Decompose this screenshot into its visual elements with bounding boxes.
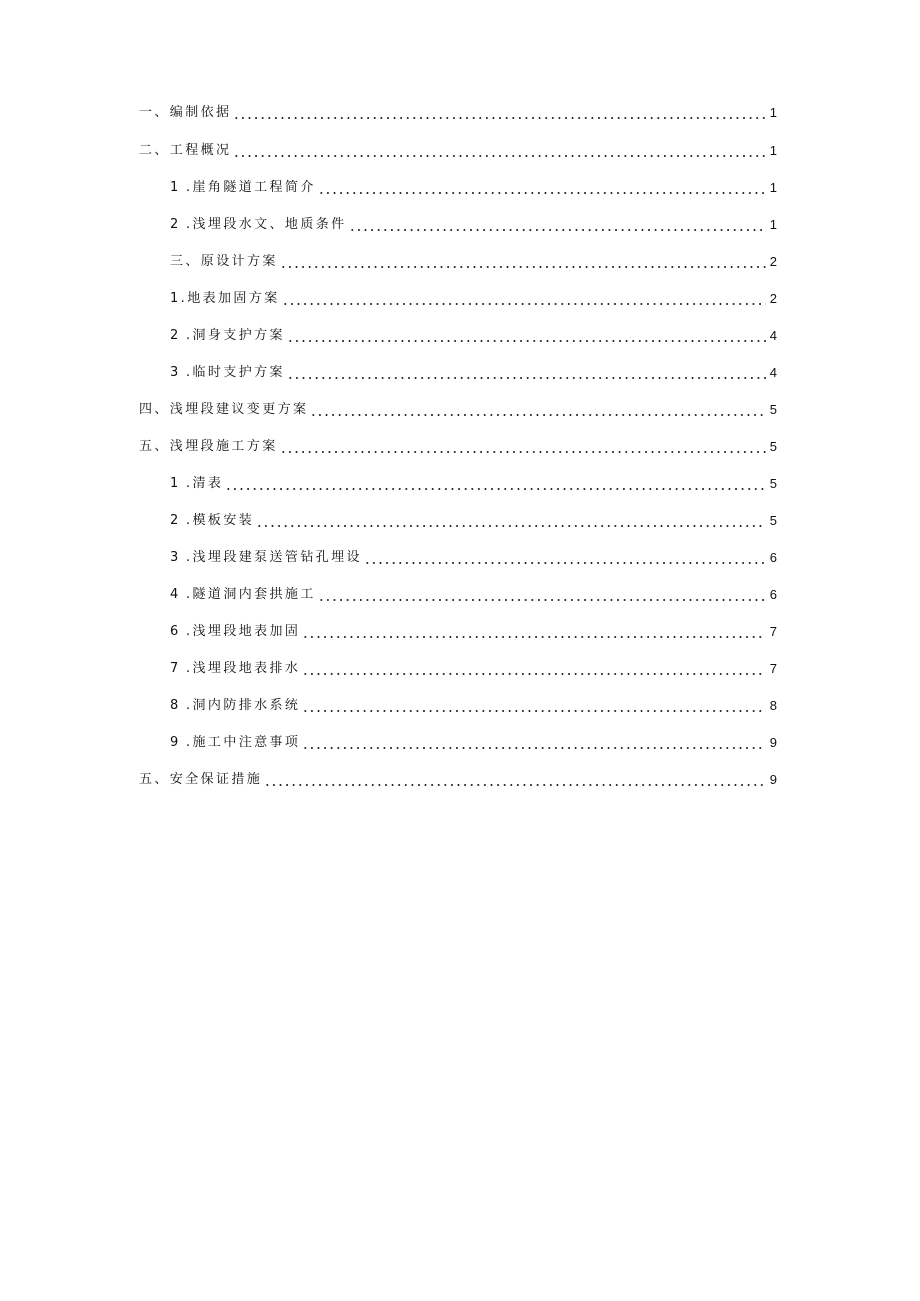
toc-leader-dots bbox=[318, 176, 766, 200]
toc-entry[interactable] bbox=[0, 583, 920, 607]
toc-entry-title: .浅埋段水文、地质条件 bbox=[186, 217, 347, 232]
toc-entry-row bbox=[186, 213, 777, 237]
toc-entry-number: 8 bbox=[170, 698, 179, 713]
toc-leader-dots bbox=[264, 768, 766, 792]
toc-entry-page: 6 bbox=[769, 587, 777, 602]
toc-leader-dots bbox=[302, 731, 766, 755]
toc-entry[interactable] bbox=[0, 101, 920, 125]
toc-entry-row bbox=[170, 287, 777, 311]
toc-entry-row bbox=[186, 657, 777, 681]
toc-entry-row bbox=[186, 694, 777, 718]
toc-entry-page: 1 bbox=[769, 180, 777, 195]
toc-entry-title: 二、工程概况 bbox=[139, 143, 232, 158]
toc-entry-row bbox=[186, 472, 777, 496]
toc-entry-row bbox=[186, 509, 777, 533]
toc-leader-dots bbox=[318, 583, 766, 607]
toc-entry-number: 9 bbox=[170, 735, 179, 750]
toc-entry[interactable] bbox=[0, 620, 920, 644]
toc-entry-row bbox=[186, 361, 777, 385]
toc-entry-row bbox=[186, 620, 777, 644]
toc-entry-row bbox=[186, 546, 777, 570]
toc-entry-title: .崖角隧道工程简介 bbox=[186, 180, 316, 195]
toc-entry-number: 4 bbox=[170, 587, 179, 602]
toc-entry-number: 3 bbox=[170, 550, 179, 565]
toc-leader-dots bbox=[349, 213, 766, 237]
toc-entry-title: .隧道洞内套拱施工 bbox=[186, 587, 316, 602]
toc-entry-row bbox=[186, 583, 777, 607]
toc-entry-page: 5 bbox=[769, 513, 777, 528]
toc-entry[interactable] bbox=[0, 250, 920, 274]
toc-entry-page: 5 bbox=[769, 439, 777, 454]
toc-entry-row bbox=[139, 101, 777, 125]
toc-leader-dots bbox=[310, 398, 766, 422]
toc-entry[interactable] bbox=[0, 139, 920, 163]
toc-entry-title: 五、安全保证措施 bbox=[139, 772, 263, 787]
toc-entry-page: 1 bbox=[769, 217, 777, 232]
toc-entry-row bbox=[170, 250, 777, 274]
toc-entry-page: 4 bbox=[769, 365, 777, 380]
toc-entry[interactable] bbox=[0, 435, 920, 459]
toc-entry-page: 9 bbox=[769, 772, 777, 787]
toc-entry-page: 6 bbox=[769, 550, 777, 565]
toc-leader-dots bbox=[287, 361, 766, 385]
toc-entry-number: 6 bbox=[170, 624, 179, 639]
toc-entry-number: 1 bbox=[170, 476, 179, 491]
toc-leader-dots bbox=[287, 324, 766, 348]
toc-entry[interactable] bbox=[0, 472, 920, 496]
toc-entry-title: 四、浅埋段建议变更方案 bbox=[139, 402, 309, 417]
toc-entry-page: 9 bbox=[769, 735, 777, 750]
toc-entry-row bbox=[186, 731, 777, 755]
toc-entry-title: .洞内防排水系统 bbox=[186, 698, 301, 713]
toc-entry-row bbox=[139, 398, 777, 422]
toc-entry-page: 7 bbox=[769, 624, 777, 639]
toc-entry-page: 7 bbox=[769, 661, 777, 676]
toc-leader-dots bbox=[302, 694, 766, 718]
toc-leader-dots bbox=[225, 472, 766, 496]
toc-entry-page: 1 bbox=[769, 143, 777, 158]
toc-entry-title: .浅埋段地表排水 bbox=[186, 661, 301, 676]
toc-entry-number: 2 bbox=[170, 217, 179, 232]
toc-entry-title: .模板安装 bbox=[186, 513, 255, 528]
toc-entry[interactable] bbox=[0, 287, 920, 311]
toc-entry[interactable] bbox=[0, 176, 920, 200]
toc-entry-title: .浅埋段地表加固 bbox=[186, 624, 301, 639]
toc-leader-dots bbox=[256, 509, 766, 533]
toc-entry-title: .清表 bbox=[186, 476, 224, 491]
toc-entry-row bbox=[139, 435, 777, 459]
toc-entry[interactable] bbox=[0, 213, 920, 237]
toc-entry-page: 2 bbox=[769, 254, 777, 269]
toc-entry-page: 2 bbox=[769, 291, 777, 306]
toc-entry-row bbox=[139, 139, 777, 163]
toc-entry[interactable] bbox=[0, 694, 920, 718]
toc-entry-title: .洞身支护方案 bbox=[186, 328, 285, 343]
toc-entry-title: .浅埋段建泵送管钻孔埋设 bbox=[186, 550, 362, 565]
toc-entry[interactable] bbox=[0, 398, 920, 422]
toc-entry[interactable] bbox=[0, 509, 920, 533]
toc-leader-dots bbox=[233, 139, 766, 163]
toc-entry-page: 4 bbox=[769, 328, 777, 343]
toc-entry-number: 1 bbox=[170, 180, 179, 195]
toc-entry-page: 5 bbox=[769, 402, 777, 417]
toc-entry-row bbox=[186, 176, 777, 200]
toc-entry-number: 2 bbox=[170, 328, 179, 343]
toc-entry-row bbox=[139, 768, 777, 792]
toc-entry[interactable] bbox=[0, 657, 920, 681]
toc-entry[interactable] bbox=[0, 546, 920, 570]
toc-entry-title: 1.地表加固方案 bbox=[170, 291, 280, 306]
toc-entry[interactable] bbox=[0, 768, 920, 792]
toc-entry-page: 1 bbox=[769, 105, 777, 120]
toc-entry-title: 五、浅埋段施工方案 bbox=[139, 439, 278, 454]
toc-entry-title: 三、原设计方案 bbox=[170, 254, 278, 269]
toc-entry[interactable] bbox=[0, 731, 920, 755]
toc-leader-dots bbox=[282, 287, 766, 311]
toc-entry-title: 一、编制依据 bbox=[139, 105, 232, 120]
toc-leader-dots bbox=[233, 101, 766, 125]
toc-entry[interactable] bbox=[0, 361, 920, 385]
toc-leader-dots bbox=[364, 546, 766, 570]
toc-entry-page: 8 bbox=[769, 698, 777, 713]
toc-entry-page: 5 bbox=[769, 476, 777, 491]
toc-entry-title: .临时支护方案 bbox=[186, 365, 285, 380]
toc-entry[interactable] bbox=[0, 324, 920, 348]
toc-entry-number: 2 bbox=[170, 513, 179, 528]
toc-leader-dots bbox=[280, 435, 766, 459]
toc-entry-number: 7 bbox=[170, 661, 179, 676]
toc-entry-number: 3 bbox=[170, 365, 179, 380]
toc-leader-dots bbox=[302, 620, 766, 644]
toc-entry-row bbox=[186, 324, 777, 348]
toc-leader-dots bbox=[280, 250, 766, 274]
toc-entry-title: .施工中注意事项 bbox=[186, 735, 301, 750]
toc-leader-dots bbox=[302, 657, 766, 681]
